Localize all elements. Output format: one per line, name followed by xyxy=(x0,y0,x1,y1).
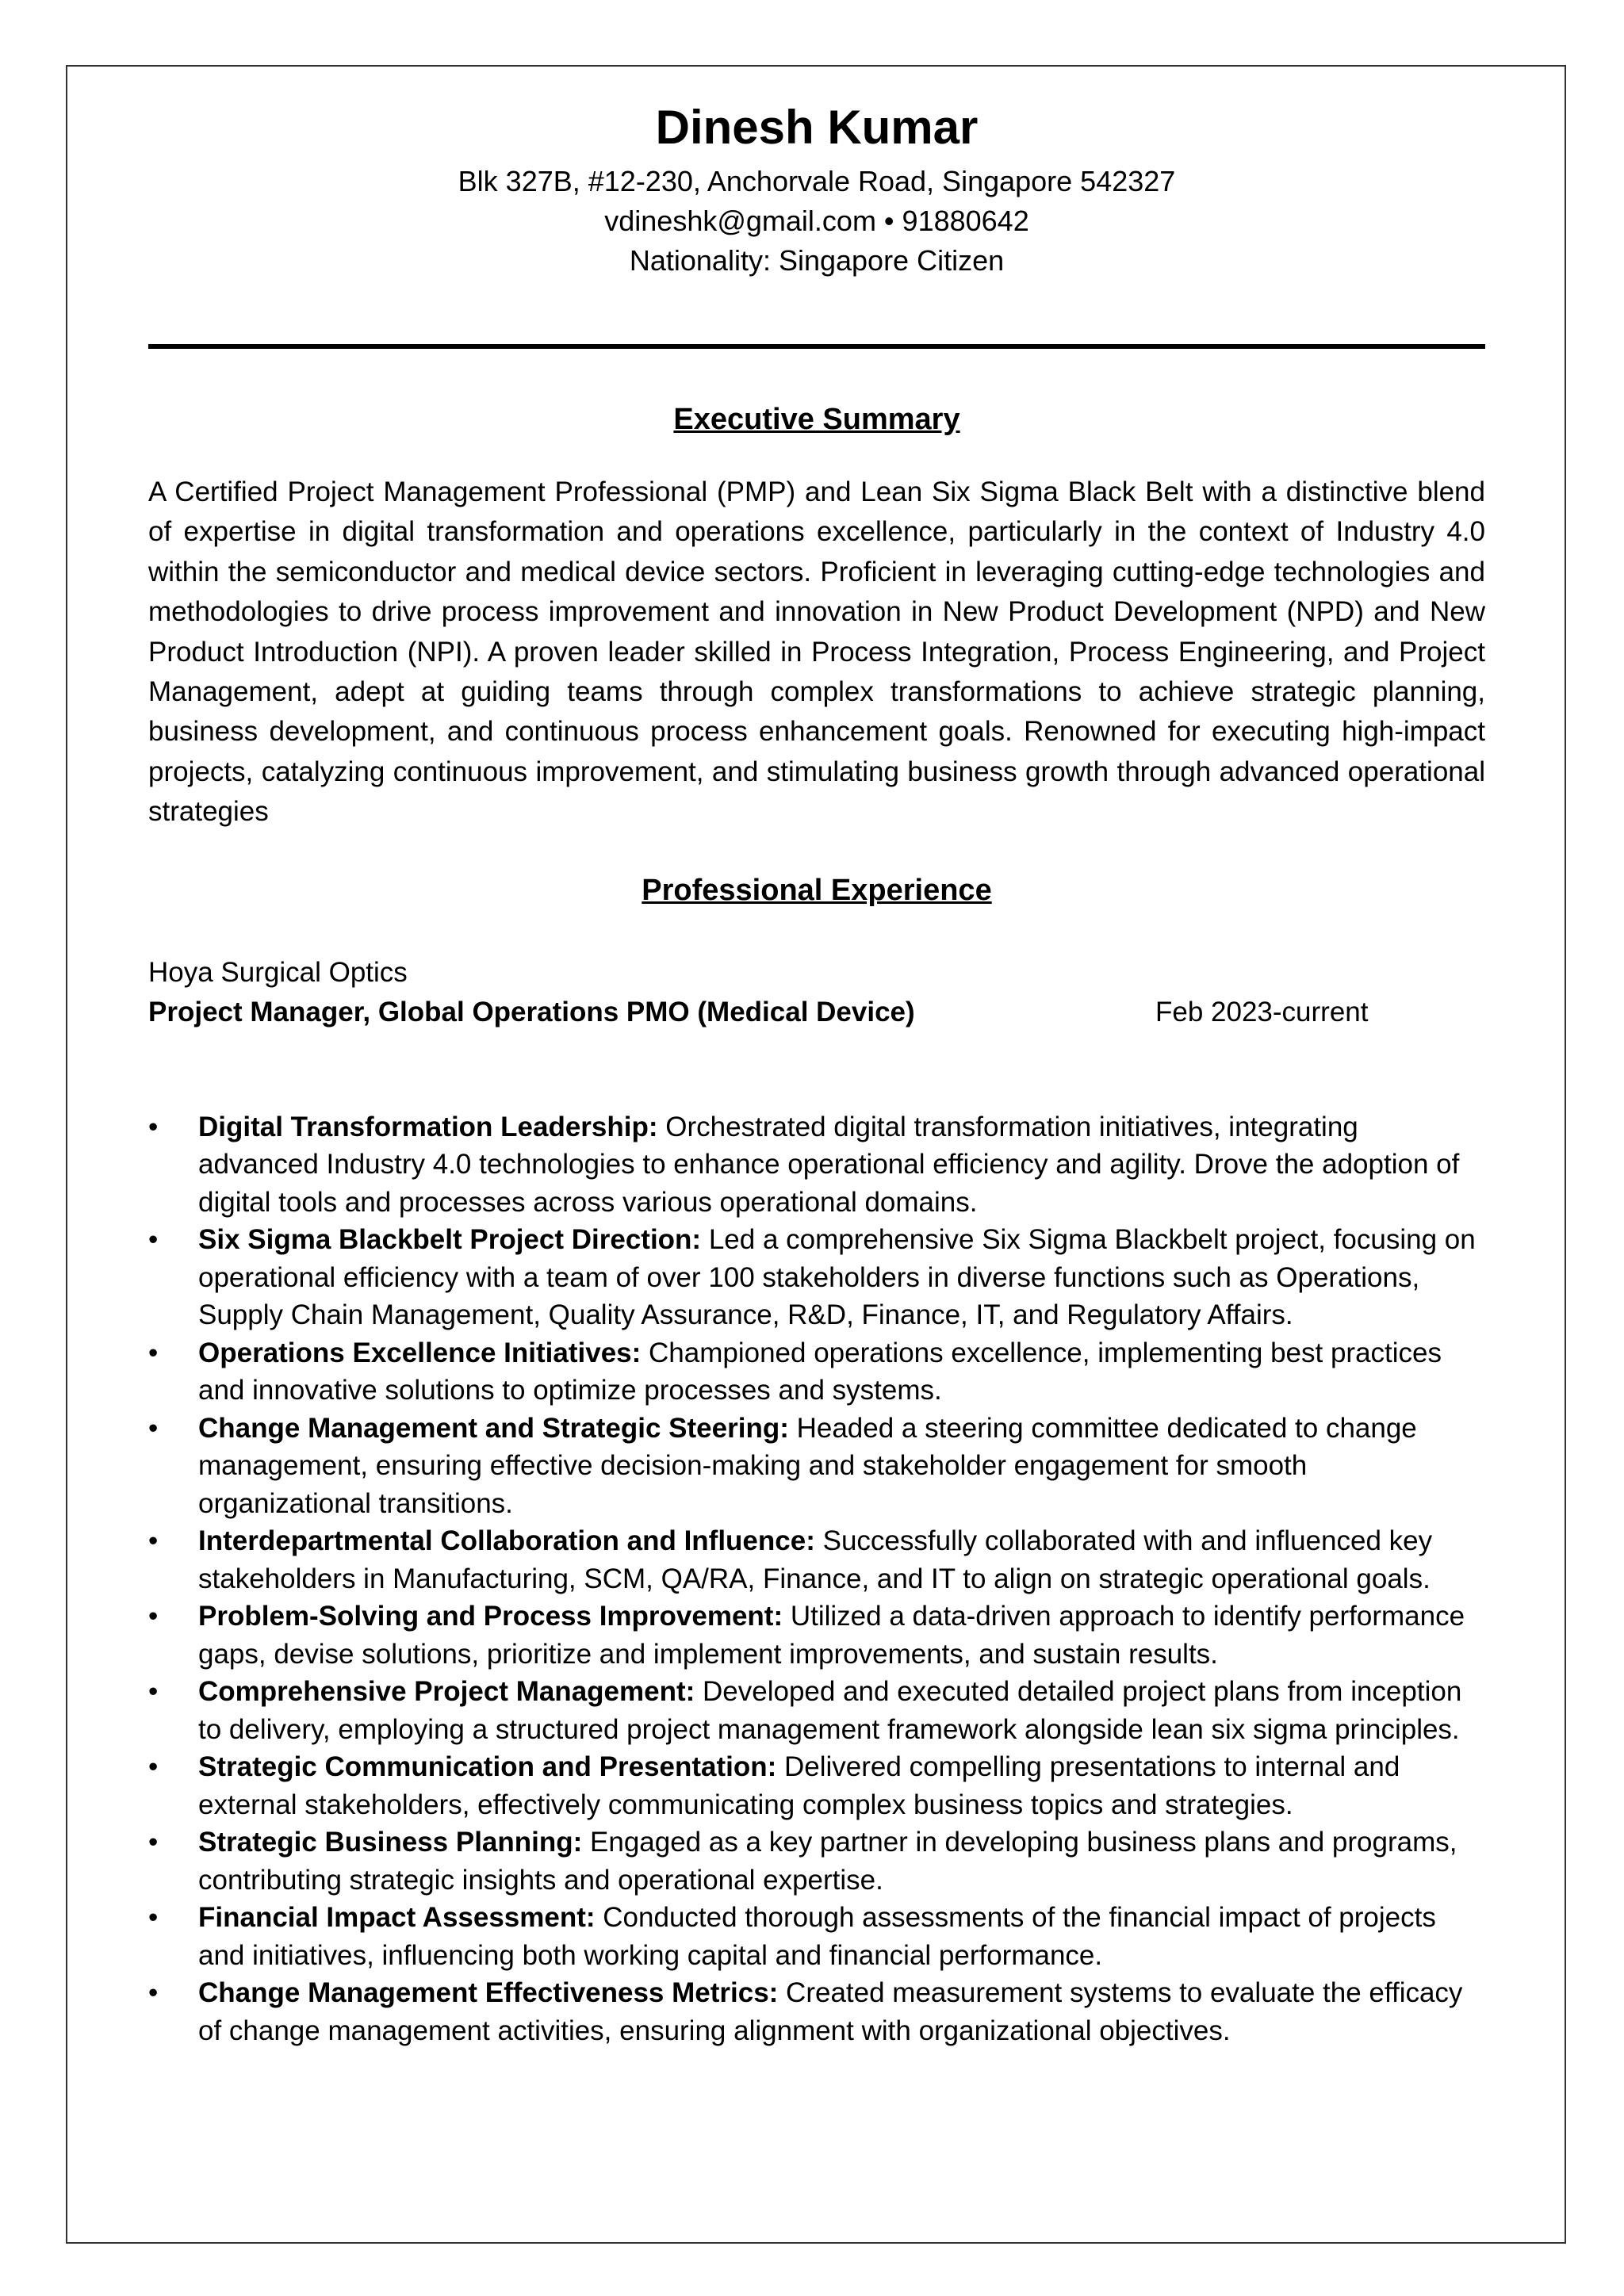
bullet-heading: Financial Impact Assessment: xyxy=(198,1902,596,1934)
bullet-heading: Operations Excellence Initiatives: xyxy=(198,1337,642,1368)
list-item xyxy=(148,1974,1485,2049)
list-item xyxy=(148,1899,1485,1974)
list-item xyxy=(148,1598,1485,1673)
summary-heading: Executive Summary xyxy=(673,403,960,436)
list-item xyxy=(148,1221,1485,1334)
bullet-text: Orchestrated digital transformation initiatives, integrating advanced Industry 4.0 technologies to enhance operational efficiency and agility. Drove the adoption of digital tools and processes across various operational domains. xyxy=(198,1111,1460,1218)
resume-content xyxy=(148,94,1485,2049)
address: Blk 327B, #12-230, Anchorvale Road, Singapore 542327 xyxy=(458,165,1176,197)
bullet-text: Successfully collaborated with and influenced key stakeholders in Manufacturing, SCM, QA/RA, Finance, and IT to align on strategic operational goals. xyxy=(198,1525,1433,1594)
role-title: Project Manager, Global Operations PMO (Medical Device) xyxy=(148,996,915,1027)
bullet-text: Headed a steering committee dedicated to change management, ensuring effective decision-making and stakeholder engagement for smooth organizational transitions. xyxy=(198,1412,1417,1519)
bullet-icon: • xyxy=(148,1525,159,1557)
bullet-heading: Strategic Communication and Presentation: xyxy=(198,1751,777,1783)
list-item xyxy=(148,1673,1485,1748)
list-item xyxy=(148,1748,1485,1823)
candidate-name: Dinesh Kumar xyxy=(655,101,979,154)
role-row xyxy=(148,993,1485,1032)
bullet-icon: • xyxy=(148,1827,159,1858)
bullet-icon: • xyxy=(148,1676,159,1708)
bullet-icon: • xyxy=(148,1111,159,1142)
bullet-text: Created measurement systems to evaluate the efficacy of change management activities, ensuring alignment with organizational objectives. xyxy=(198,1977,1463,2046)
bullet-icon: • xyxy=(148,1601,159,1632)
nationality: Nationality: Singapore Citizen xyxy=(629,244,1005,277)
bullet-text: Engaged as a key partner in developing business plans and programs, contributing strategic insights and operational expertise. xyxy=(198,1827,1457,1896)
bullet-text: Led a comprehensive Six Sigma Blackbelt project, focusing on operational efficiency with a team of over 100 stakeholders in diverse functions such as Operations, Supply Chain Management, Quality Assurance, R&D, Finance, IT, and Regulatory Affairs. xyxy=(198,1224,1476,1331)
bullet-heading: Comprehensive Project Management: xyxy=(198,1676,695,1708)
bullet-icon: • xyxy=(148,1412,159,1444)
bullet-text: Delivered compelling presentations to internal and external stakeholders, effectively communicating complex business topics and strategies. xyxy=(198,1751,1400,1820)
bullet-heading: Problem-Solving and Process Improvement: xyxy=(198,1601,783,1632)
bullet-icon: • xyxy=(148,1224,159,1256)
bullet-icon: • xyxy=(148,1902,159,1934)
experience-heading: Professional Experience xyxy=(642,873,992,907)
list-item xyxy=(148,1108,1485,1222)
company-name: Hoya Surgical Optics xyxy=(148,956,408,988)
bullet-text: Utilized a data-driven approach to identify performance gaps, devise solutions, prioritize and implement improvements, and sustain results. xyxy=(198,1601,1465,1670)
bullet-icon: • xyxy=(148,1751,159,1783)
list-item xyxy=(148,1410,1485,1523)
role-dates: Feb 2023-current xyxy=(1155,996,1369,1027)
email-phone: vdineshk@gmail.com • 91880642 xyxy=(604,205,1029,237)
bullet-text: Developed and executed detailed project plans from inception to delivery, employing a structured project management framework alongside lean six sigma principles. xyxy=(198,1676,1462,1745)
bullet-heading: Change Management Effectiveness Metrics: xyxy=(198,1977,779,2009)
summary-text: A Certified Project Management Professional (PMP) and Lean Six Sigma Black Belt with a distinctive blend of expertise in digital transformation and operations excellence, particularly in the context of Industry 4.0 within the semiconductor and medical device sectors. Proficient in leveraging cutting-edge technologies and methodologies to drive process improvement and innovation in New Product Development (NPD) and New Product Introduction (NPI). A proven leader skilled in Process Integration, Process Engineering, and Project Management, adept at guiding teams through complex transformations to achieve strategic planning, business development, and continuous process enhancement goals. Renowned for executing high-impact projects, catalyzing continuous improvement, and stimulating business growth through advanced operational strategies xyxy=(148,476,1485,828)
bullet-icon: • xyxy=(148,1977,159,2009)
bullet-heading: Strategic Business Planning: xyxy=(198,1827,583,1858)
bullet-heading: Interdepartmental Collaboration and Influence: xyxy=(198,1525,815,1557)
bullet-text: Championed operations excellence, implementing best practices and innovative solutions to optimize processes and systems. xyxy=(198,1337,1442,1406)
bullet-icon: • xyxy=(148,1337,159,1368)
bullet-heading: Digital Transformation Leadership: xyxy=(198,1111,658,1142)
list-item xyxy=(148,1522,1485,1598)
bullet-heading: Change Management and Strategic Steering: xyxy=(198,1412,789,1444)
list-item xyxy=(148,1823,1485,1899)
achievement-list xyxy=(148,1108,1485,2050)
bullet-heading: Six Sigma Blackbelt Project Direction: xyxy=(198,1224,702,1256)
list-item xyxy=(148,1334,1485,1410)
header-divider xyxy=(148,344,1485,349)
bullet-text: Conducted thorough assessments of the financial impact of projects and initiatives, influencing both working capital and financial performance. xyxy=(198,1902,1436,1971)
